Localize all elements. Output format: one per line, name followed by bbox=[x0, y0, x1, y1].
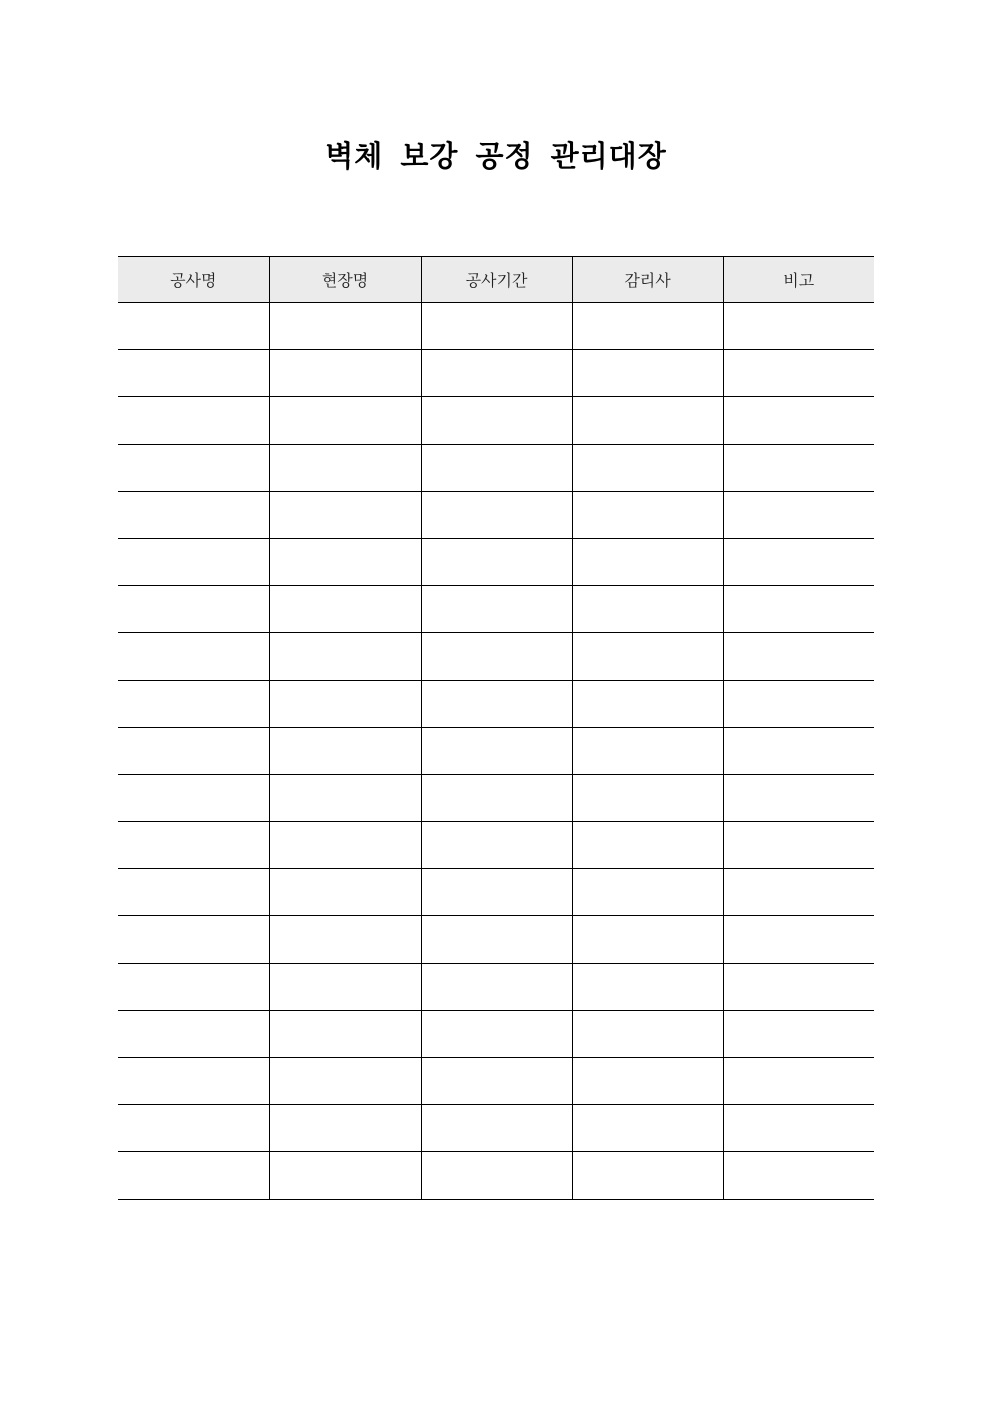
table-cell[interactable] bbox=[421, 350, 572, 397]
table-cell[interactable] bbox=[118, 727, 269, 774]
table-cell[interactable] bbox=[572, 397, 723, 444]
table-cell[interactable] bbox=[269, 491, 421, 538]
table-row bbox=[118, 350, 874, 397]
table-cell[interactable] bbox=[269, 1058, 421, 1105]
table-row bbox=[118, 869, 874, 916]
table-cell[interactable] bbox=[269, 303, 421, 350]
table-cell[interactable] bbox=[723, 963, 874, 1010]
header-remarks: 비고 bbox=[723, 257, 874, 303]
table-cell[interactable] bbox=[118, 491, 269, 538]
table-cell[interactable] bbox=[118, 350, 269, 397]
table-cell[interactable] bbox=[572, 633, 723, 680]
table-cell[interactable] bbox=[118, 1152, 269, 1199]
table-cell[interactable] bbox=[572, 869, 723, 916]
header-construction-name: 공사명 bbox=[118, 257, 269, 303]
table-row bbox=[118, 1010, 874, 1057]
table-cell[interactable] bbox=[421, 1152, 572, 1199]
table-cell[interactable] bbox=[269, 963, 421, 1010]
table-cell[interactable] bbox=[269, 822, 421, 869]
table-cell[interactable] bbox=[421, 491, 572, 538]
table-row bbox=[118, 444, 874, 491]
header-site-name: 현장명 bbox=[269, 257, 421, 303]
table-cell[interactable] bbox=[118, 1058, 269, 1105]
table-row bbox=[118, 774, 874, 821]
table-cell[interactable] bbox=[421, 916, 572, 963]
table-cell[interactable] bbox=[572, 1152, 723, 1199]
table-cell[interactable] bbox=[723, 538, 874, 585]
table-cell[interactable] bbox=[421, 1058, 572, 1105]
table-row bbox=[118, 1058, 874, 1105]
table-cell[interactable] bbox=[723, 680, 874, 727]
table-cell[interactable] bbox=[269, 586, 421, 633]
table-cell[interactable] bbox=[269, 633, 421, 680]
table-cell[interactable] bbox=[723, 1058, 874, 1105]
table-cell[interactable] bbox=[118, 1105, 269, 1152]
table-cell[interactable] bbox=[421, 538, 572, 585]
table-cell[interactable] bbox=[723, 869, 874, 916]
table-cell[interactable] bbox=[269, 1105, 421, 1152]
table-row bbox=[118, 491, 874, 538]
table-cell[interactable] bbox=[723, 397, 874, 444]
table-cell[interactable] bbox=[269, 916, 421, 963]
table-cell[interactable] bbox=[572, 1010, 723, 1057]
table-cell[interactable] bbox=[269, 397, 421, 444]
table-cell[interactable] bbox=[723, 774, 874, 821]
table-cell[interactable] bbox=[118, 680, 269, 727]
table-cell[interactable] bbox=[572, 963, 723, 1010]
table-cell[interactable] bbox=[723, 727, 874, 774]
table-cell[interactable] bbox=[572, 727, 723, 774]
table-cell[interactable] bbox=[572, 1105, 723, 1152]
table-cell[interactable] bbox=[118, 397, 269, 444]
table-cell[interactable] bbox=[723, 491, 874, 538]
table-cell[interactable] bbox=[723, 916, 874, 963]
table-row bbox=[118, 916, 874, 963]
table-cell[interactable] bbox=[269, 1152, 421, 1199]
table-cell[interactable] bbox=[723, 1010, 874, 1057]
table-cell[interactable] bbox=[421, 1010, 572, 1057]
table-cell[interactable] bbox=[421, 727, 572, 774]
table-cell[interactable] bbox=[723, 1105, 874, 1152]
table-cell[interactable] bbox=[118, 633, 269, 680]
header-row bbox=[118, 257, 874, 303]
table-cell[interactable] bbox=[421, 586, 572, 633]
table-row bbox=[118, 822, 874, 869]
table-row bbox=[118, 1105, 874, 1152]
table-cell[interactable] bbox=[572, 350, 723, 397]
table-cell[interactable] bbox=[421, 633, 572, 680]
table-cell[interactable] bbox=[269, 444, 421, 491]
table-cell[interactable] bbox=[723, 822, 874, 869]
table-row bbox=[118, 538, 874, 585]
table-cell[interactable] bbox=[269, 1010, 421, 1057]
table-cell[interactable] bbox=[118, 444, 269, 491]
table-cell[interactable] bbox=[118, 822, 269, 869]
header-supervisor: 감리사 bbox=[572, 257, 723, 303]
table-cell[interactable] bbox=[421, 680, 572, 727]
table-cell[interactable] bbox=[572, 444, 723, 491]
table-cell[interactable] bbox=[118, 303, 269, 350]
table-row bbox=[118, 397, 874, 444]
table-cell[interactable] bbox=[572, 1058, 723, 1105]
table-cell[interactable] bbox=[421, 303, 572, 350]
table-cell[interactable] bbox=[572, 538, 723, 585]
table-cell[interactable] bbox=[421, 869, 572, 916]
table-cell[interactable] bbox=[572, 822, 723, 869]
table-row bbox=[118, 963, 874, 1010]
table-cell[interactable] bbox=[421, 963, 572, 1010]
table-cell[interactable] bbox=[269, 680, 421, 727]
table-cell[interactable] bbox=[572, 680, 723, 727]
table-cell[interactable] bbox=[572, 774, 723, 821]
table-cell[interactable] bbox=[723, 1152, 874, 1199]
table-cell[interactable] bbox=[118, 1010, 269, 1057]
table-row bbox=[118, 680, 874, 727]
table-row bbox=[118, 586, 874, 633]
table-cell[interactable] bbox=[118, 538, 269, 585]
table-cell[interactable] bbox=[723, 586, 874, 633]
table-cell[interactable] bbox=[118, 869, 269, 916]
table-cell[interactable] bbox=[421, 1105, 572, 1152]
table-cell[interactable] bbox=[269, 727, 421, 774]
header-construction-period: 공사기간 bbox=[421, 257, 572, 303]
table-cell[interactable] bbox=[118, 586, 269, 633]
table-cell[interactable] bbox=[723, 633, 874, 680]
table-row bbox=[118, 303, 874, 350]
table-cell[interactable] bbox=[421, 444, 572, 491]
document-title: 벽체 보강 공정 관리대장 bbox=[325, 139, 667, 173]
management-ledger-table bbox=[118, 256, 874, 1200]
table-cell[interactable] bbox=[269, 538, 421, 585]
table-cell[interactable] bbox=[118, 916, 269, 963]
table-cell[interactable] bbox=[118, 774, 269, 821]
table-cell[interactable] bbox=[269, 350, 421, 397]
table-cell[interactable] bbox=[421, 397, 572, 444]
table-cell[interactable] bbox=[118, 963, 269, 1010]
table-cell[interactable] bbox=[572, 916, 723, 963]
table-cell[interactable] bbox=[723, 444, 874, 491]
table-cell[interactable] bbox=[421, 822, 572, 869]
table-cell[interactable] bbox=[269, 774, 421, 821]
table-cell[interactable] bbox=[572, 586, 723, 633]
table-row bbox=[118, 1152, 874, 1199]
table-row bbox=[118, 727, 874, 774]
table-cell[interactable] bbox=[572, 303, 723, 350]
table-row bbox=[118, 633, 874, 680]
table-cell[interactable] bbox=[723, 303, 874, 350]
table-cell[interactable] bbox=[572, 491, 723, 538]
table-cell[interactable] bbox=[723, 350, 874, 397]
table-cell[interactable] bbox=[269, 869, 421, 916]
table-cell[interactable] bbox=[421, 774, 572, 821]
